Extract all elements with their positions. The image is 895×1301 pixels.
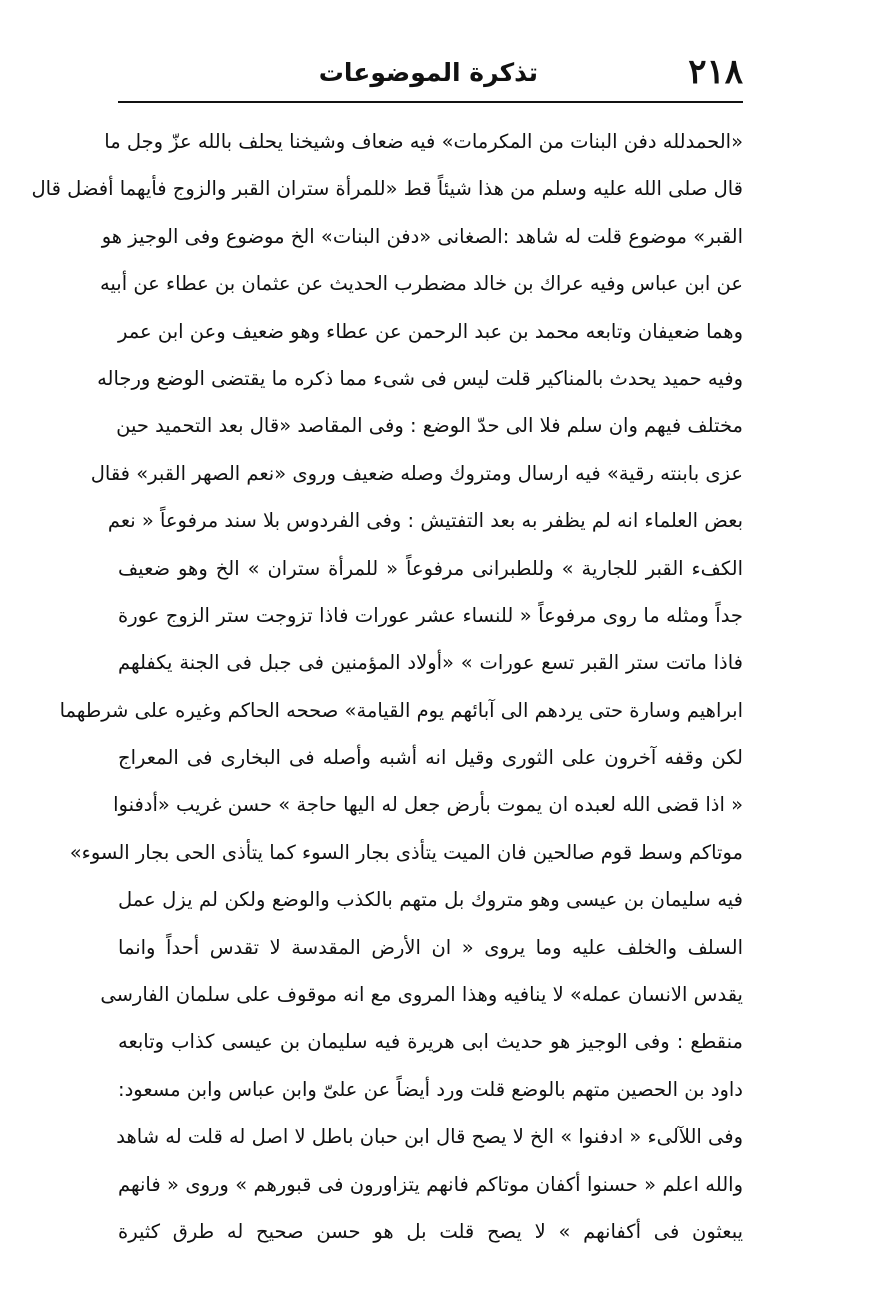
text-line: عزى بابنته رقية» فيه ارسال ومتروك وصله ضعيف وروى «نعم الصهر القبر» فقال <box>90 461 743 485</box>
text-line: القبر» موضوع قلت له شاهد :الصغانى «دفن البنات» الخ موضوع وفى الوجيز هو <box>101 224 743 248</box>
text-line: وفيه حميد يحدث بالمناكير قلت ليس فى شىء مما ذكره ما يقتضى الوضع ورجاله <box>97 366 743 390</box>
text-line: السلف والخلف عليه وما يروى « ان الأرض المقدسة لا تقدس أحداً وانما <box>118 935 743 959</box>
header-rule <box>118 101 743 103</box>
text-line: لكن وقفه آخرون على الثورى وقيل انه أشبه وأصله فى البخارى فى المعراج <box>118 746 743 770</box>
text-line: قال صلى الله عليه وسلم من هذا شيئاً قط «للمرأة ستران القبر والزوج فأيهما أفضل قال <box>31 177 743 201</box>
text-line: فاذا ماتت ستر القبر تسع عورات » «أولاد المؤمنين فى جبل فى الجنة يكفلهم <box>118 651 743 675</box>
text-line: منقطع : وفى الوجيز هو حديث ابى هريرة فيه سليمان بن عيسى كذاب وتابعه <box>118 1030 743 1054</box>
text-line: مختلف فيهم وان سلم فلا الى حدّ الوضع : وفى المقاصد «قال بعد التحميد حين <box>116 414 743 438</box>
running-title: تذكرة الموضوعات <box>318 58 538 87</box>
text-line: «الحمدلله دفن البنات من المكرمات» فيه ضعاف وشيخنا يحلف بالله عزّ وجل ما <box>104 130 743 153</box>
body-text <box>31 118 743 1255</box>
text-line: داود بن الحصين متهم بالوضع قلت ورد أيضاً عن علىّ وابن عباس وابن مسعود: <box>118 1077 743 1101</box>
text-line: والله اعلم « حسنوا أكفان موتاكم فانهم يتزاورون فى قبورهم » وروى « فانهم <box>118 1172 743 1196</box>
text-line: موتاكم وسط قوم صالحين فان الميت يتأذى بجار السوء كما يتأذى الحى بجار السوء» <box>69 840 743 864</box>
text-line: « اذا قضى الله لعبده ان يموت بأرض جعل له اليها حاجة » حسن غريب «أدفنوا <box>113 793 743 817</box>
text-line: يقدس الانسان عمله» لا ينافيه وهذا المروى مع انه موقوف على سلمان الفارسى <box>100 983 743 1007</box>
text-line: يبعثون فى أكفانهم » لا يصح قلت بل هو حسن صحيح له طرق كثيرة <box>118 1219 743 1243</box>
text-line: عن ابن عباس وفيه عراك بن خالد مضطرب الحديث عن عثمان بن عطاء عن أبيه <box>99 272 743 296</box>
text-line: بعض العلماء انه لم يظفر به بعد التفتيش : وفى الفردوس بلا سند مرفوعاً « نعم <box>107 509 743 533</box>
text-line: وفى اللآلىء « ادفنوا » الخ لا يصح قال ابن حبان باطل لا اصل له قلت له شاهد <box>116 1125 743 1149</box>
text-line: فيه سليمان بن عيسى وهو متروك بل متهم بالكذب والوضع ولكن لم يزل عمل <box>118 888 743 912</box>
page-header <box>118 50 743 100</box>
text-line: وهما ضعيفان وتابعه محمد بن عبد الرحمن عن عطاء وهو ضعيف وعن ابن عمر <box>118 319 743 343</box>
text-line: ابراهيم وسارة حتى يردهم الى آبائهم يوم القيامة» صححه الحاكم وغيره على شرطهما <box>59 698 743 722</box>
page-number: ٢١٨ <box>688 52 743 92</box>
text-line: جداً ومثله ما روى مرفوعاً « للنساء عشر عورات فاذا تزوجت ستر الزوج عورة <box>118 603 743 627</box>
text-line: الكفء القبر للجارية » وللطبرانى مرفوعاً « للمرأة ستران » الخ وهو ضعيف <box>118 556 743 580</box>
